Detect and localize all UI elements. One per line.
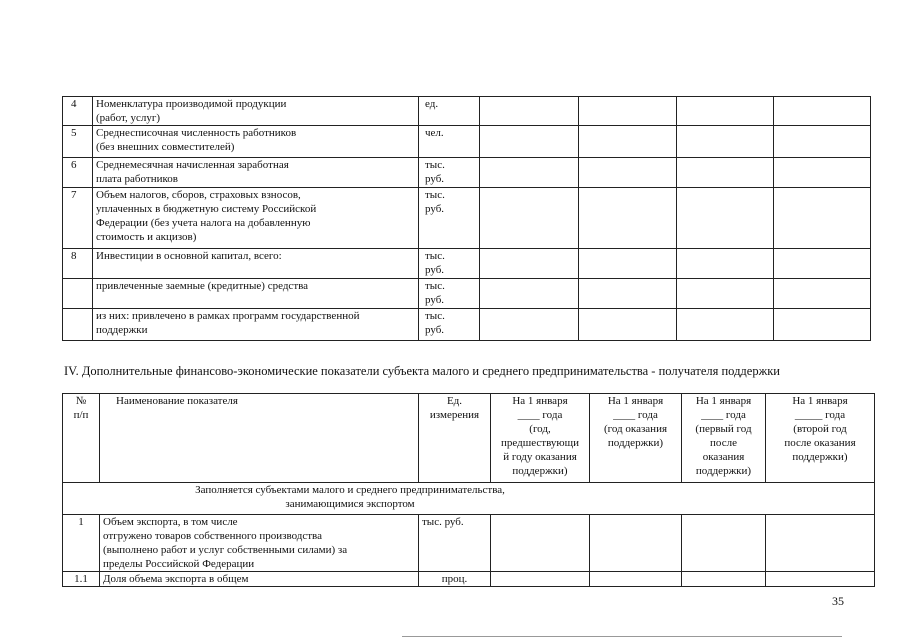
value-cell[interactable]: [677, 279, 774, 309]
value-cell[interactable]: [480, 188, 579, 249]
header-year-before: На 1 января ____ года (год, предшествующи й году оказания поддержки): [491, 394, 590, 483]
value-cell[interactable]: [766, 572, 875, 587]
table-row: [63, 126, 871, 158]
unit-cell: тыс. руб.: [419, 515, 491, 572]
value-cell[interactable]: [677, 188, 774, 249]
table-row: [63, 158, 871, 188]
indicator-name: из них: привлечено в рамках программ государственной поддержки: [93, 309, 419, 341]
value-cell[interactable]: [579, 249, 677, 279]
indicator-name: Среднесписочная численность работников (без внешних совместителей): [93, 126, 419, 158]
value-cell[interactable]: [682, 515, 766, 572]
value-cell[interactable]: [480, 279, 579, 309]
value-cell[interactable]: [590, 515, 682, 572]
row-number: 8: [63, 249, 93, 279]
table-row: [63, 309, 871, 341]
indicator-name: Инвестиции в основной капитал, всего:: [93, 249, 419, 279]
indicator-name: Объем налогов, сборов, страховых взносов, уплаченных в бюджетную систему Российской Федерации (без учета налога на добавленную стоимость и акцизов): [93, 188, 419, 249]
value-cell[interactable]: [774, 97, 871, 126]
table-row: [63, 279, 871, 309]
value-cell[interactable]: [774, 309, 871, 341]
row-number: [63, 309, 93, 341]
table-row: [63, 249, 871, 279]
unit-cell: тыс. руб.: [419, 158, 480, 188]
unit-cell: тыс. руб.: [419, 309, 480, 341]
header-unit: Ед. измерения: [419, 394, 491, 483]
indicator-name: привлеченные заемные (кредитные) средства: [93, 279, 419, 309]
value-cell[interactable]: [579, 126, 677, 158]
value-cell[interactable]: [480, 309, 579, 341]
export-note: Заполняется субъектами малого и среднего предпринимательства, занимающимися экспортом: [63, 483, 875, 515]
unit-cell: тыс. руб.: [419, 249, 480, 279]
indicator-name: Номенклатура производимой продукции (работ, услуг): [93, 97, 419, 126]
unit-cell: тыс. руб.: [419, 188, 480, 249]
row-number: 5: [63, 126, 93, 158]
value-cell[interactable]: [682, 572, 766, 587]
unit-cell: чел.: [419, 126, 480, 158]
table-span-row: [63, 483, 875, 515]
table-header-row: [63, 394, 875, 483]
section-heading: IV. Дополнительные финансово-экономические показатели субъекта малого и среднего предпринимательства - получателя поддержки: [64, 364, 780, 378]
value-cell[interactable]: [774, 126, 871, 158]
additional-indicators-table: [62, 393, 875, 587]
value-cell[interactable]: [579, 158, 677, 188]
row-number: [63, 279, 93, 309]
row-number: 6: [63, 158, 93, 188]
value-cell[interactable]: [677, 249, 774, 279]
row-number: 1.1: [63, 572, 100, 587]
row-number: 7: [63, 188, 93, 249]
value-cell[interactable]: [480, 158, 579, 188]
header-num: № п/п: [63, 394, 100, 483]
table-row: [63, 188, 871, 249]
value-cell[interactable]: [774, 279, 871, 309]
value-cell[interactable]: [677, 309, 774, 341]
header-first-year-after: На 1 января ____ года (первый год после оказания поддержки): [682, 394, 766, 483]
value-cell[interactable]: [774, 249, 871, 279]
value-cell[interactable]: [677, 158, 774, 188]
value-cell[interactable]: [766, 515, 875, 572]
value-cell[interactable]: [480, 126, 579, 158]
unit-cell: проц.: [419, 572, 491, 587]
indicator-name: Доля объема экспорта в общем: [100, 572, 419, 587]
indicator-name: Среднемесячная начисленная заработная плата работников: [93, 158, 419, 188]
value-cell[interactable]: [579, 279, 677, 309]
value-cell[interactable]: [579, 188, 677, 249]
value-cell[interactable]: [579, 97, 677, 126]
table-row: [63, 515, 875, 572]
value-cell[interactable]: [480, 97, 579, 126]
header-year-of-support: На 1 января ____ года (год оказания поддержки): [590, 394, 682, 483]
unit-cell: ед.: [419, 97, 480, 126]
indicator-name: Объем экспорта, в том числе отгружено товаров собственного производства (выполнено работ и услуг собственными силами) за пределы Российской Федерации: [100, 515, 419, 572]
indicators-table-top: [62, 96, 871, 341]
value-cell[interactable]: [579, 309, 677, 341]
value-cell[interactable]: [774, 188, 871, 249]
page-number: 35: [832, 594, 844, 608]
table-row: [63, 97, 871, 126]
footer-divider: [402, 636, 842, 637]
value-cell[interactable]: [491, 572, 590, 587]
table-row: [63, 572, 875, 587]
value-cell[interactable]: [480, 249, 579, 279]
unit-cell: тыс. руб.: [419, 279, 480, 309]
row-number: 1: [63, 515, 100, 572]
value-cell[interactable]: [677, 126, 774, 158]
value-cell[interactable]: [677, 97, 774, 126]
row-number: 4: [63, 97, 93, 126]
value-cell[interactable]: [774, 158, 871, 188]
header-name: Наименование показателя: [100, 394, 419, 483]
value-cell[interactable]: [590, 572, 682, 587]
value-cell[interactable]: [491, 515, 590, 572]
header-second-year-after: На 1 января _____ года (второй год после оказания поддержки): [766, 394, 875, 483]
